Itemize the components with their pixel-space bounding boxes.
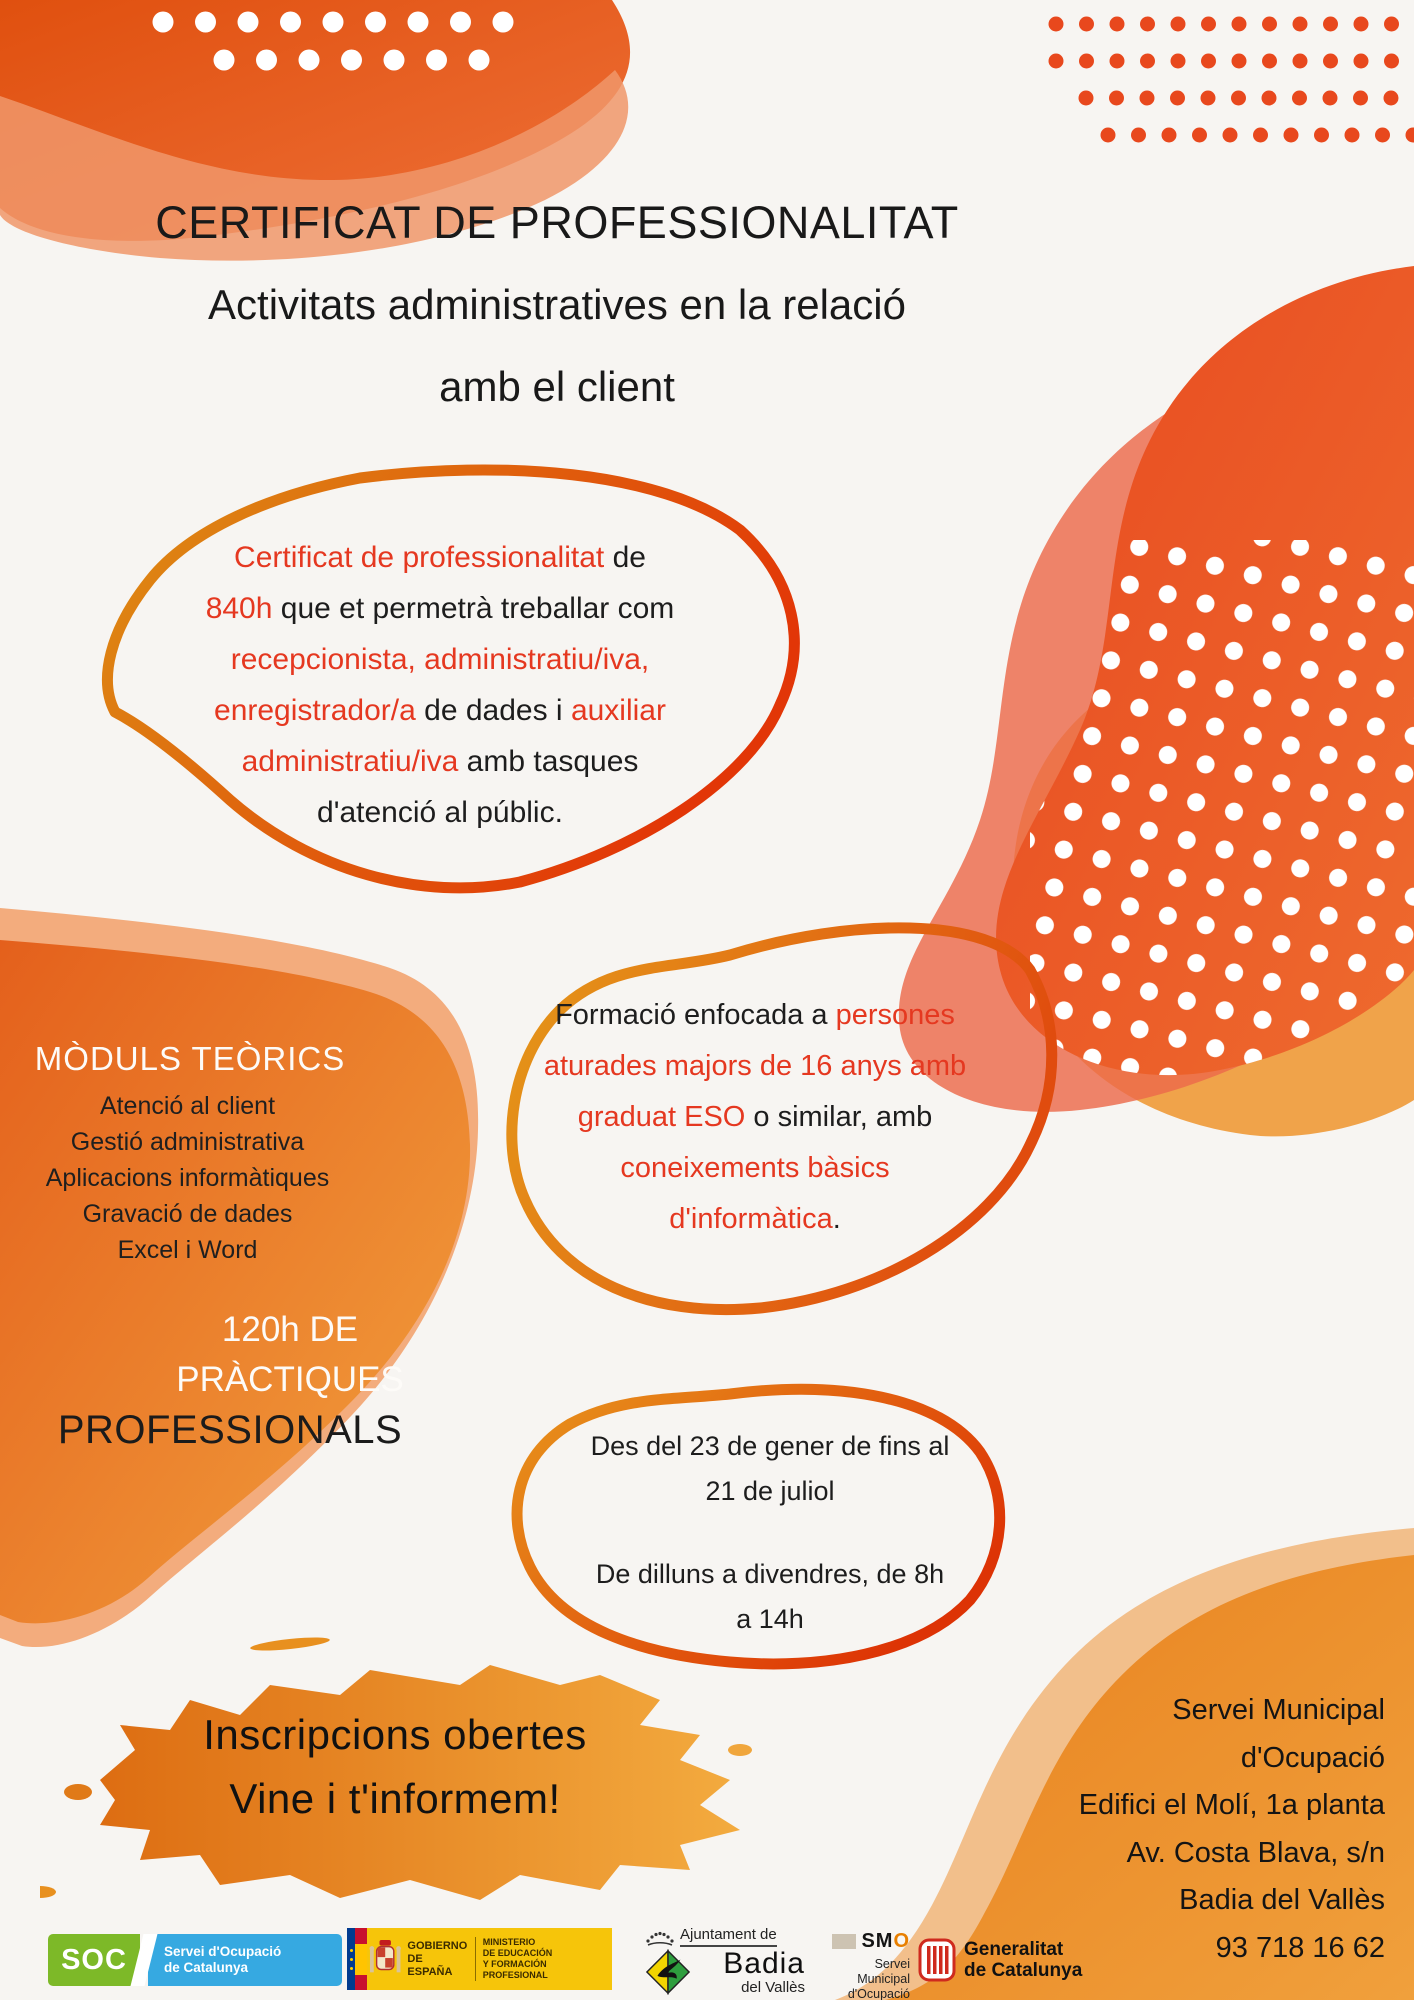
practice-professionals: PROFESSIONALS	[57, 1408, 403, 1452]
badia-name: Badia	[723, 1947, 805, 1980]
gobierno-text: GOBIERNO DE ESPAÑA	[407, 1939, 468, 1978]
contact-block	[885, 1687, 1385, 1973]
schedule-hours: De dilluns a divendres, de 8h a 14h	[595, 1559, 945, 1634]
module-item: Gravació de dades	[82, 1200, 293, 1228]
title-line2: Activitats administratives en la relació	[208, 281, 906, 328]
ajuntament-badia-logo	[645, 1926, 805, 1996]
left-modules-blob	[0, 880, 480, 1680]
spain-coat-of-arms-icon	[369, 1935, 401, 1983]
target-audience-description: Formació enfocada a persones aturades majors de 16 anys amb graduat ESO o similar, amb coneixements bàsics d'informàtica.	[543, 999, 967, 1235]
contact-org-line: d'Ocupació	[1240, 1741, 1385, 1774]
generalitat-logo	[918, 1938, 1082, 1982]
smo-name: Servei Municipal d'Ocupació	[847, 1957, 910, 2000]
smo-abbr: SMO	[861, 1930, 910, 1952]
contact-org-line: Servei Municipal	[1172, 1694, 1385, 1726]
poster-title	[57, 182, 1057, 428]
contact-address-line: Edifici el Molí, 1a planta	[1078, 1789, 1385, 1822]
soc-name: Servei d'Ocupació de Catalunya	[148, 1934, 342, 1986]
senyera-shield-icon	[918, 1938, 956, 1982]
module-item: Gestió administrativa	[70, 1128, 305, 1156]
top-right-dot-grid	[1040, 6, 1414, 151]
smo-box-icon	[832, 1934, 856, 1949]
contact-phone: 93 718 16 62	[1215, 1931, 1385, 1964]
crown-icon	[645, 1931, 675, 1947]
practice-hours: 120h DE PRÀCTIQUES	[176, 1310, 404, 1399]
soc-logo	[48, 1934, 342, 1986]
spain-flag-icon	[347, 1928, 367, 1990]
title-line1: CERTIFICAT DE PROFESSIONALITAT	[155, 197, 959, 248]
module-item: Aplicacions informàtiques	[45, 1164, 330, 1192]
gobierno-espana-logo	[347, 1928, 612, 1990]
modules-heading: MÒDULS TEÒRICS	[34, 1040, 346, 1077]
badia-shield-icon	[645, 1949, 691, 1995]
certificate-description: Certificat de professionalitat de 840h que et permetrà treballar com recepcionista, administratiu/iva, enregistrador/a de dades i auxiliar administratiu/iva amb tasques d'atenció al públic.	[205, 541, 675, 829]
contact-address-line: Badia del Vallès	[1179, 1884, 1385, 1917]
schedule-info	[490, 1424, 1050, 1642]
ajuntament-label: Ajuntament de	[680, 1926, 777, 1947]
soc-abbr: SOC	[48, 1934, 140, 1986]
smo-logo	[822, 1930, 910, 2000]
module-item: Atenció al client	[99, 1092, 276, 1120]
contact-address-line: Av. Costa Blava, s/n	[1126, 1836, 1385, 1869]
modules-list	[0, 1088, 375, 1268]
logo-divider	[475, 1937, 476, 1981]
schedule-dates: Des del 23 de gener de fins al 21 de juliol	[590, 1431, 950, 1506]
enrollment-call-to-action: Inscripcions obertes Vine i t'informem!	[203, 1711, 587, 1822]
badia-subname: del Vallès	[741, 1979, 805, 1996]
title-line3: amb el client	[439, 363, 675, 410]
ministry-text: MINISTERIO DE EDUCACIÓN Y FORMACIÓN PROFESIONAL	[482, 1937, 553, 1980]
generalitat-name: Generalitat de Catalunya	[964, 1939, 1083, 1981]
module-item: Excel i Word	[117, 1236, 258, 1264]
